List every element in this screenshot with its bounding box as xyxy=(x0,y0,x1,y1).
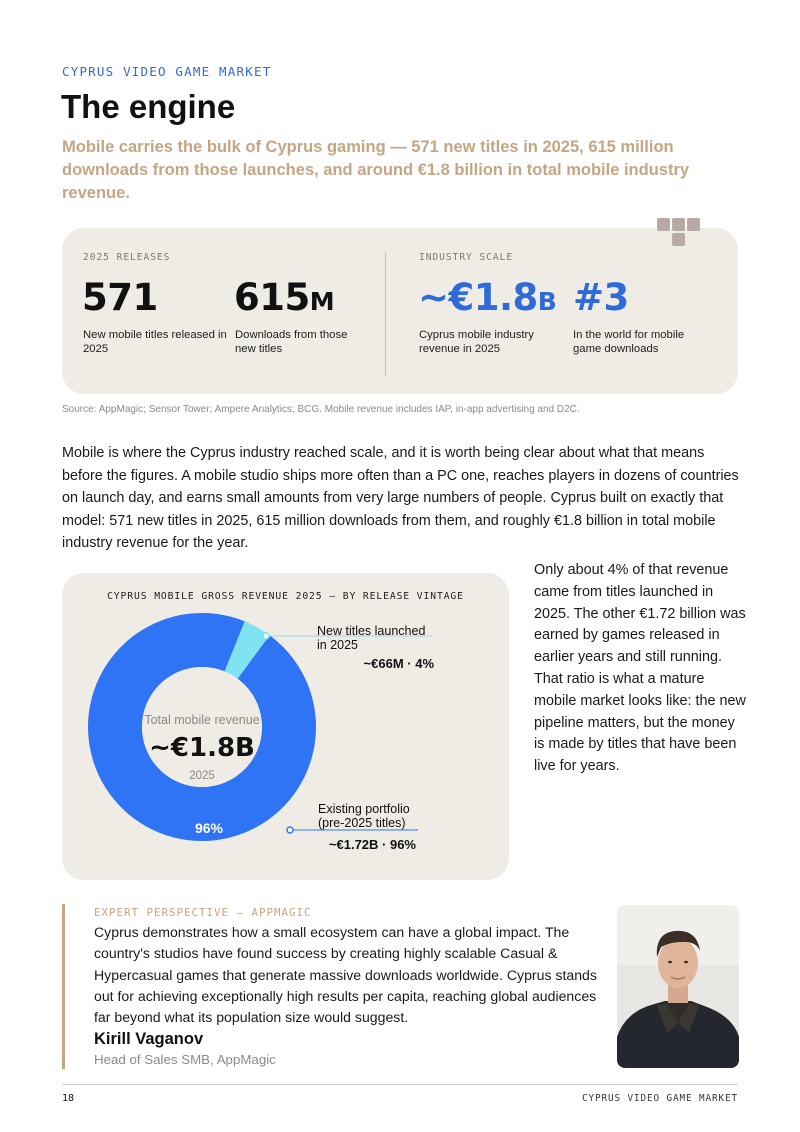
quote-author-name: Kirill Vaganov xyxy=(94,1030,204,1048)
new-titles-label-line: New titles launched xyxy=(317,624,426,638)
side-paragraph: Only about 4% of that revenue came from titles launched in 2025. The other €1.72 billion was earned by games released in earlier years and still running. That ratio is what a mature mobile market looks like: the new pipeline matters, but the money is made by titles that have been live for years. xyxy=(534,562,746,775)
stat-value-releases: 571 xyxy=(82,276,158,319)
releases-label: 2025 RELEASES xyxy=(83,252,171,263)
existing-portfolio-marker xyxy=(287,827,293,833)
footer-divider xyxy=(62,1084,738,1085)
existing-portfolio-label-line: Existing portfolio xyxy=(318,802,410,816)
new-titles-marker xyxy=(263,633,269,639)
page-title: The engine xyxy=(61,88,236,125)
new-titles-label-line: in 2025 xyxy=(317,638,359,652)
stat-desc-revenue: Cyprus mobile industry revenue in 2025 xyxy=(419,329,534,355)
existing-portfolio-label-line: (pre-2025 titles) xyxy=(318,816,406,830)
donut-chart-svg xyxy=(62,573,509,880)
stat-value-rank: #3 xyxy=(573,276,629,319)
existing-portfolio-value: ~€1.72B · 96% xyxy=(328,837,416,852)
donut-center-value: ~€1.8B xyxy=(149,733,255,763)
decorative-blocks-icon xyxy=(657,218,701,248)
existing-portfolio-percent-label: 96% xyxy=(194,820,224,836)
stat-desc-rank: In the world for mobile game downloads xyxy=(573,329,685,355)
donut-center-label: Total mobile revenue xyxy=(144,713,260,727)
stat-desc-releases: New mobile titles released in 2025 xyxy=(83,329,227,355)
source-note: Source: AppMagic; Sensor Tower; Ampere Analytics; BCG. Mobile revenue includes IAP, in-app advertising and D2C. xyxy=(62,404,580,415)
section-kicker: CYPRUS VIDEO GAME MARKET xyxy=(62,64,272,79)
revenue-donut-chart xyxy=(62,573,509,880)
stat-value-revenue: ~€1.8B xyxy=(418,276,557,319)
page-number: 18 xyxy=(62,1093,75,1104)
quote-author-role: Head of Sales SMB, AppMagic xyxy=(94,1052,276,1067)
quote-label: EXPERT PERSPECTIVE — APPMAGIC xyxy=(94,906,312,919)
chart-title: CYPRUS MOBILE GROSS REVENUE 2025 — BY RELEASE VINTAGE xyxy=(107,591,464,602)
quote-text: Cyprus demonstrates how a small ecosystem can have a global impact. The country's studios have found success by creating highly scalable Casual & Hypercasual games that generate massive downloads worldwide. Cyprus stands out for achieving exceptionally high results per capita, reaching global audiences far beyond what its population size would suggest. xyxy=(94,924,597,1026)
author-portrait xyxy=(617,905,739,1068)
body-paragraph: Mobile is where the Cyprus industry reached scale, and it is worth being clear about what that means before the figures. A mobile studio ships more often than a PC one, reaches players in dozens of countries on launch day, and earns small amounts from very large numbers of people. Cyprus built on exactly that model: 571 new titles in 2025, 615 million downloads from them, and roughly €1.8 billion in total mobile industry revenue for the year. xyxy=(62,445,739,551)
stats-divider xyxy=(385,252,386,377)
new-titles-value: ~€66M · 4% xyxy=(363,656,434,671)
industry-scale-label: INDUSTRY SCALE xyxy=(419,252,514,263)
lead-paragraph: Mobile carries the bulk of Cyprus gaming — 571 new titles in 2025, 615 million downloads from those launches, and around €1.8 billion in total mobile industry revenue. xyxy=(62,138,690,202)
quote-accent-bar xyxy=(62,904,65,1069)
footer-title: CYPRUS VIDEO GAME MARKET xyxy=(582,1093,738,1104)
stat-value-downloads: 615M xyxy=(234,276,335,319)
donut-center xyxy=(142,667,262,787)
stats-card xyxy=(62,228,738,394)
stat-desc-downloads: Downloads from those new titles xyxy=(235,329,348,355)
donut-center-year: 2025 xyxy=(189,770,215,782)
